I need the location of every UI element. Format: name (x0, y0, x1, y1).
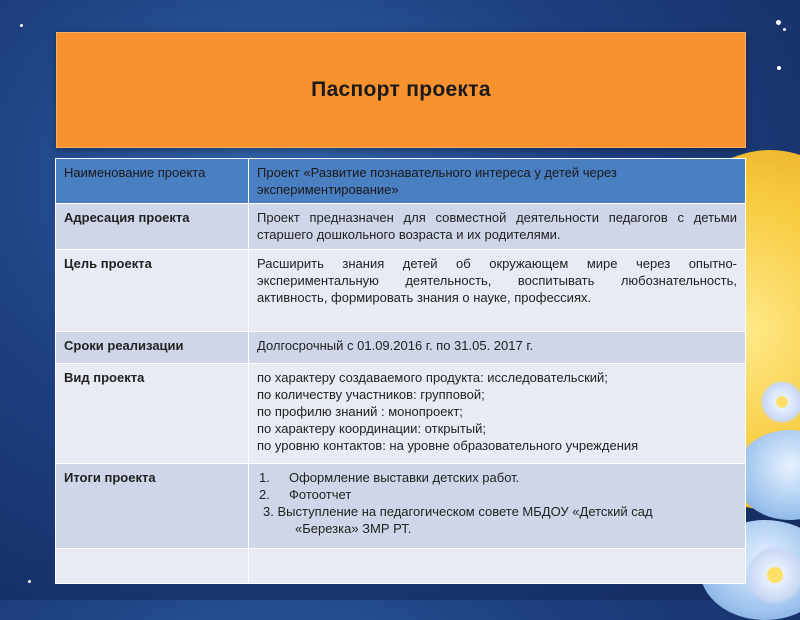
table-row (56, 250, 746, 332)
star-decoration (783, 28, 786, 31)
row-label: Вид проекта (56, 364, 249, 464)
table-row (56, 332, 746, 364)
row-value: Проект «Развитие познавательного интереса у детей через экспериментирование» (249, 159, 746, 204)
row-value (249, 464, 746, 549)
row-label: Цель проекта (56, 250, 249, 332)
project-passport-table (55, 158, 746, 584)
result-item (257, 486, 737, 503)
result-item (257, 469, 737, 486)
project-type-line: по количеству участников: групповой; (257, 387, 485, 402)
row-label: Адресация проекта (56, 204, 249, 250)
row-value: Проект предназначен для совместной деятельности педагогов с детьми старшего дошкольного возраста и их родителями. (249, 204, 746, 250)
table-row (56, 204, 746, 250)
table-row (56, 159, 746, 204)
project-type-line: по характеру создаваемого продукта: исследовательский; (257, 370, 608, 385)
star-decoration (777, 66, 781, 70)
result-item-text: Фотоотчет (289, 487, 352, 502)
result-item-text: Выступление на педагогическом совете МБДОУ «Детский сад (277, 504, 653, 519)
result-item-number: 3. (263, 504, 274, 519)
row-value (249, 364, 746, 464)
row-value (249, 549, 746, 584)
result-item-number: 1. (259, 470, 270, 485)
table-row (56, 549, 746, 584)
project-type-line: по профилю знаний : монопроект; (257, 404, 463, 419)
page-title: Паспорт проекта (311, 78, 491, 101)
flower-decoration (745, 545, 800, 605)
result-item-continuation: «Березка» ЗМР РТ. (295, 521, 412, 536)
row-value: Расширить знания детей об окружающем мире через опытно-экспериментальную деятельность, воспитывать любознательность, активность, формировать знания о науке, профессиях. (249, 250, 746, 332)
row-value: Долгосрочный с 01.09.2016 г. по 31.05. 2017 г. (249, 332, 746, 364)
title-banner (56, 32, 746, 148)
row-label (56, 549, 249, 584)
project-type-line: по характеру координации: открытый; (257, 421, 486, 436)
result-item (257, 503, 737, 537)
table-row (56, 364, 746, 464)
result-item-text: Оформление выставки детских работ. (289, 470, 520, 485)
star-decoration (20, 24, 23, 27)
star-decoration (776, 20, 781, 25)
result-item-number: 2. (259, 487, 270, 502)
flower-decoration (760, 380, 800, 424)
table-row (56, 464, 746, 549)
project-type-line: по уровню контактов: на уровне образовательного учреждения (257, 438, 639, 453)
row-label: Итоги проекта (56, 464, 249, 549)
row-label: Сроки реализации (56, 332, 249, 364)
row-label: Наименование проекта (56, 159, 249, 204)
star-decoration (28, 580, 31, 583)
